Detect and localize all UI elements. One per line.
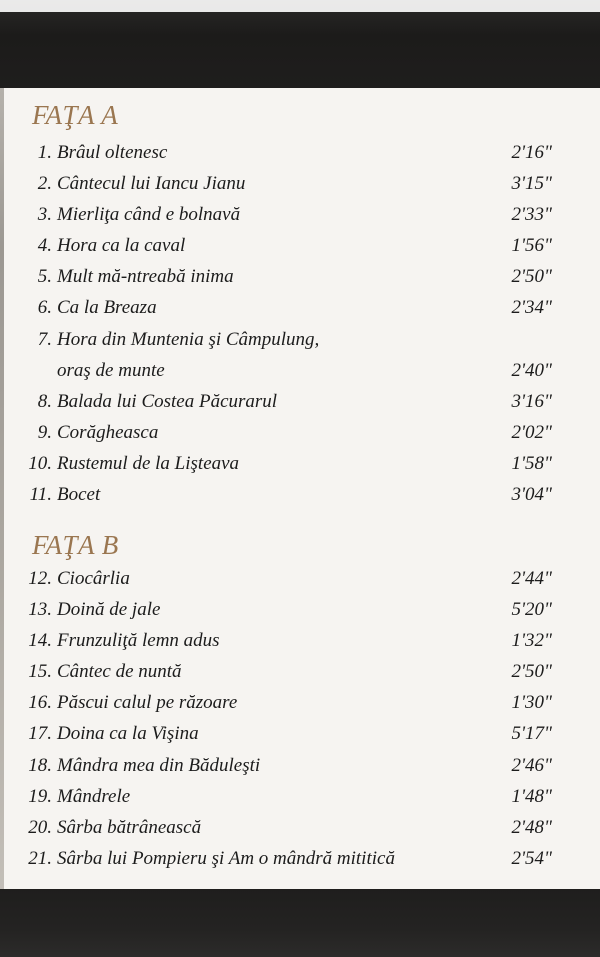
track-row — [0, 204, 600, 234]
track-row — [0, 723, 600, 753]
bottom-dark-band — [0, 889, 600, 957]
track-title: Hora ca la caval — [57, 235, 186, 256]
track-number: 6. — [37, 297, 52, 318]
track-row — [0, 848, 600, 878]
track-number: 20. — [28, 817, 52, 838]
side-b-heading: FAŢA B — [32, 530, 119, 560]
track-number: 14. — [28, 630, 52, 651]
track-number: 5. — [37, 266, 52, 287]
track-number: 16. — [28, 692, 52, 713]
track-row — [0, 329, 600, 391]
track-duration: 2'48" — [511, 817, 552, 838]
track-title: Corăgheasca — [57, 422, 159, 443]
track-title: Frunzuliţă lemn adus — [57, 630, 220, 651]
track-title: Balada lui Costea Păcurarul — [57, 391, 278, 412]
track-duration: 3'16" — [511, 391, 552, 412]
track-number: 15. — [28, 661, 52, 682]
track-row — [0, 142, 600, 172]
track-duration: 3'04" — [511, 484, 552, 505]
track-title: Păscui calul pe răzoare — [57, 692, 238, 713]
track-title: Hora din Muntenia şi Câmpulung, — [57, 329, 320, 350]
track-title: Doină de jale — [57, 599, 161, 620]
track-duration: 1'30" — [511, 692, 552, 713]
track-row — [0, 297, 600, 327]
track-number: 21. — [28, 848, 52, 869]
track-row — [0, 568, 600, 598]
track-duration: 2'33" — [511, 204, 552, 225]
track-number: 9. — [37, 422, 52, 443]
track-title: Cântecul lui Iancu Jianu — [57, 173, 246, 194]
track-duration: 1'32" — [511, 630, 552, 651]
track-title: Rustemul de la Lişteava — [57, 453, 240, 474]
track-title: Doina ca la Vişina — [57, 723, 199, 744]
track-duration: 1'48" — [511, 786, 552, 807]
track-duration: 3'15" — [511, 173, 552, 194]
track-row — [0, 786, 600, 816]
track-duration: 1'58" — [511, 453, 552, 474]
track-row — [0, 661, 600, 691]
top-dark-band — [0, 0, 600, 88]
track-row — [0, 692, 600, 722]
track-number: 11. — [29, 484, 52, 505]
track-title-continued: oraş de munte — [57, 360, 165, 381]
track-row — [0, 755, 600, 785]
track-row — [0, 817, 600, 847]
track-title: Ca la Breaza — [57, 297, 157, 318]
track-duration: 2'02" — [511, 422, 552, 443]
track-duration: 5'17" — [511, 723, 552, 744]
track-row — [0, 173, 600, 203]
track-number: 19. — [28, 786, 52, 807]
track-number: 18. — [28, 755, 52, 776]
track-number: 4. — [37, 235, 52, 256]
track-duration: 2'50" — [511, 661, 552, 682]
track-row — [0, 391, 600, 421]
track-number: 8. — [37, 391, 52, 412]
track-duration: 2'44" — [511, 568, 552, 589]
track-title: Mândra mea din Băduleşti — [57, 755, 261, 776]
track-title: Cântec de nuntă — [57, 661, 182, 682]
track-number: 3. — [37, 204, 52, 225]
track-title: Mult mă-ntreabă inima — [57, 266, 234, 287]
track-number: 13. — [28, 599, 52, 620]
track-number: 1. — [37, 142, 52, 163]
track-title: Bocet — [57, 484, 101, 505]
track-title: Sârba bătrânească — [57, 817, 202, 838]
track-duration: 2'16" — [511, 142, 552, 163]
track-row — [0, 453, 600, 483]
track-row — [0, 235, 600, 265]
track-duration: 2'40" — [511, 360, 552, 381]
track-title: Ciocârlia — [57, 568, 130, 589]
track-number: 7. — [37, 329, 52, 350]
side-a-heading: FAŢA A — [32, 100, 119, 130]
track-number: 2. — [37, 173, 52, 194]
track-number: 12. — [28, 568, 52, 589]
track-duration: 2'54" — [511, 848, 552, 869]
track-row — [0, 422, 600, 452]
track-title: Brâul oltenesc — [57, 142, 168, 163]
track-row — [0, 599, 600, 629]
track-title: Sârba lui Pompieru şi Am o mândră mititică — [57, 848, 395, 869]
track-title: Mierliţa când e bolnavă — [57, 204, 241, 225]
track-duration: 5'20" — [511, 599, 552, 620]
track-row — [0, 484, 600, 514]
track-number: 10. — [28, 453, 52, 474]
track-duration: 2'34" — [511, 297, 552, 318]
track-row — [0, 266, 600, 296]
track-duration: 2'46" — [511, 755, 552, 776]
track-duration: 2'50" — [511, 266, 552, 287]
track-duration: 1'56" — [511, 235, 552, 256]
track-number: 17. — [28, 723, 52, 744]
track-row — [0, 630, 600, 660]
track-title: Mândrele — [57, 786, 131, 807]
